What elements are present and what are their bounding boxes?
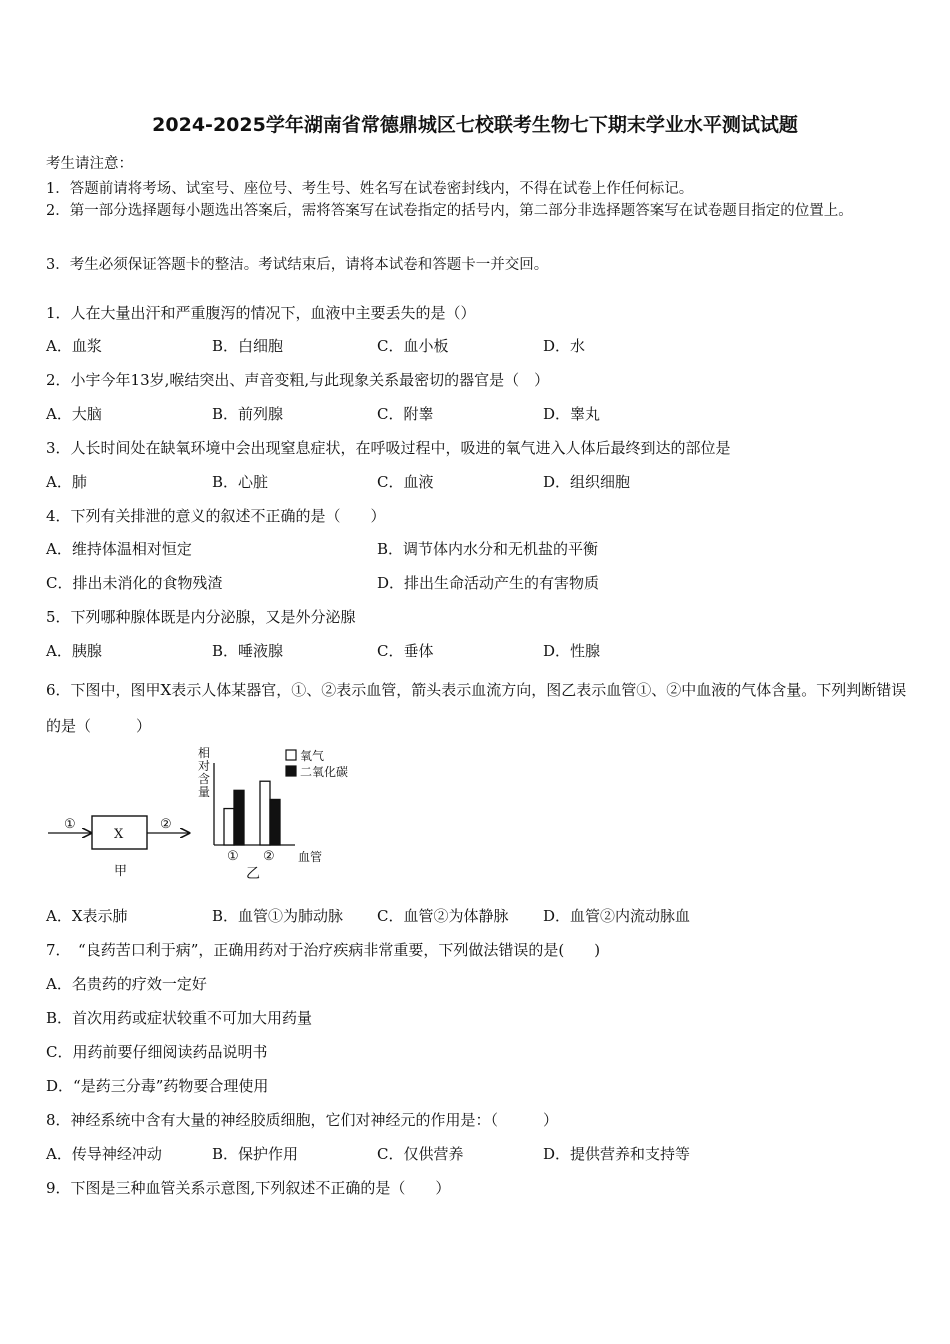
legend-swatch-oxygen <box>286 750 296 760</box>
vessel-1-label: ① <box>64 817 76 832</box>
vessel-2-label: ② <box>160 817 172 832</box>
option-d: D．提供营养和支持等 <box>543 1145 691 1163</box>
option-b: B．唾液腺 <box>212 642 284 660</box>
option-c: C．血小板 <box>377 337 449 355</box>
option-c: C．仅供营养 <box>377 1145 464 1163</box>
bar-oxygen-vessel-2 <box>260 781 270 845</box>
bar-co2-vessel-2 <box>270 799 280 845</box>
legend-swatch-co2 <box>286 766 296 776</box>
option-d: D．排出生命活动产生的有害物质 <box>377 574 600 592</box>
question-stem: 7． “良药苦口利于病”，正确用药对于治疗疾病非常重要，下列做法错误的是( ) <box>46 941 601 959</box>
notice-heading: 考生请注意： <box>46 156 133 172</box>
option-a: A．X表示肺 <box>46 907 128 925</box>
x-axis-label: 血管 <box>298 850 323 864</box>
option-c: C．排出未消化的食物残渣 <box>46 574 223 592</box>
question-stem: 5．下列哪种腺体既是内分泌腺，又是外分泌腺 <box>46 608 356 626</box>
y-axis-label-char: 量 <box>198 785 211 799</box>
option-b: B．调节体内水分和无机盐的平衡 <box>377 540 599 558</box>
notice-item: 1．答题前请将考场、试室号、座位号、考生号、姓名写在试卷密封线内，不得在试卷上作任何标记。 <box>46 181 694 197</box>
figure-yi-caption: 乙 <box>246 866 260 882</box>
option-b: B．心脏 <box>212 473 269 491</box>
y-axis-label-char: 相 <box>198 746 211 760</box>
question-stem: 9．下图是三种血管关系示意图,下列叙述不正确的是（ ） <box>46 1179 451 1197</box>
x-tick-label: ② <box>263 849 275 864</box>
option-a: A．肺 <box>46 473 87 491</box>
question-stem: 6．下图中，图甲X表示人体某器官，①、②表示血管，箭头表示血流方向，图乙表示血管①、②中血液的气体含量。下列判断错误的是（ ） <box>46 681 907 735</box>
y-axis-label-char: 含 <box>198 772 211 786</box>
option-a: A．传导神经冲动 <box>46 1145 162 1163</box>
y-axis-label <box>198 745 210 799</box>
question-stem: 8．神经系统中含有大量的神经胶质细胞，它们对神经元的作用是：（ ） <box>46 1111 559 1129</box>
option-b: B．保护作用 <box>212 1145 299 1163</box>
option-a: A．维持体温相对恒定 <box>46 540 192 558</box>
option-d: D．血管②内流动脉血 <box>543 907 691 925</box>
bar-oxygen-vessel-1 <box>224 809 234 845</box>
figure-jia-caption: 甲 <box>114 864 128 879</box>
option-b: B．血管①为肺动脉 <box>212 907 344 925</box>
option-d: D．性腺 <box>543 642 601 660</box>
option-c: C．用药前要仔细阅读药品说明书 <box>46 1043 268 1061</box>
blood-vessel-figure <box>40 745 370 885</box>
option-b: B．前列腺 <box>212 405 284 423</box>
option-d: D．“是药三分毒”药物要合理使用 <box>46 1077 269 1095</box>
option-b: B．白细胞 <box>212 337 284 355</box>
option-c: C．垂体 <box>377 642 434 660</box>
figure-jia <box>48 816 189 879</box>
figure-yi-chart <box>198 745 348 882</box>
option-c: C．附睾 <box>377 405 434 423</box>
page-title: 2024-2025学年湖南省常德鼎城区七校联考生物七下期末学业水平测试试题 <box>152 114 798 136</box>
y-axis-label-char: 对 <box>198 759 211 773</box>
question-stem: 3．人长时间处在缺氧环境中会出现窒息症状，在呼吸过程中，吸进的氧气进入人体后最终到达的部位是 <box>46 439 731 457</box>
legend-co2: 二氧化碳 <box>300 765 349 779</box>
legend-oxygen: 氧气 <box>300 749 325 763</box>
organ-x-label: X <box>114 827 124 842</box>
option-a: A．大脑 <box>46 405 102 423</box>
option-b: B．首次用药或症状较重不可加大用药量 <box>46 1009 313 1027</box>
option-d: D．组织细胞 <box>543 473 631 491</box>
notice-item: 3．考生必须保证答题卡的整洁。考试结束后，请将本试卷和答题卡一并交回。 <box>46 257 549 273</box>
option-d: D．水 <box>543 337 586 355</box>
notice-item: 2．第一部分选择题每小题选出答案后，需将答案写在试卷指定的括号内，第二部分非选择题答案写在试卷题目指定的位置上。 <box>46 203 853 219</box>
option-d: D．睾丸 <box>543 405 601 423</box>
question-stem: 1．人在大量出汗和严重腹泻的情况下，血液中主要丢失的是（） <box>46 304 476 322</box>
option-c: C．血管②为体静脉 <box>377 907 509 925</box>
question-stem: 4．下列有关排泄的意义的叙述不正确的是（ ） <box>46 507 386 525</box>
option-a: A．血浆 <box>46 337 102 355</box>
x-tick-label: ① <box>227 849 239 864</box>
option-c: C．血液 <box>377 473 434 491</box>
question-stem: 2．小宇今年13岁,喉结突出、声音变粗,与此现象关系最密切的器官是（ ） <box>46 371 550 389</box>
option-a: A．胰腺 <box>46 642 102 660</box>
bar-co2-vessel-1 <box>234 790 244 845</box>
option-a: A．名贵药的疗效一定好 <box>46 975 207 993</box>
